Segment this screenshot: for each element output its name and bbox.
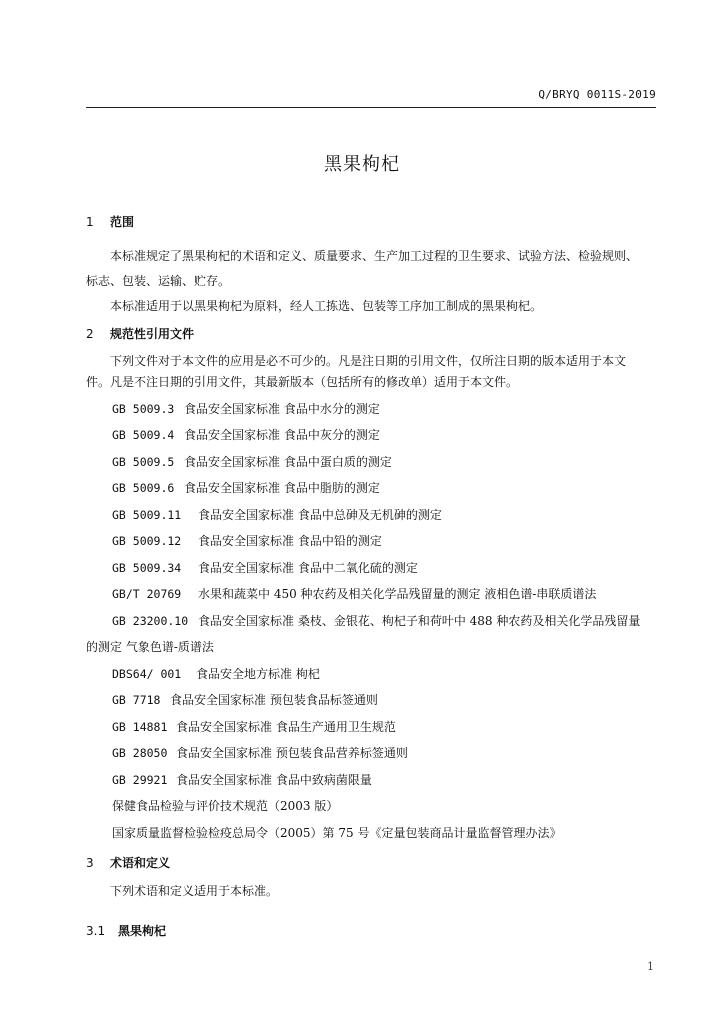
section-heading-3-1 (86, 922, 166, 939)
standard-code: Q/BRYQ 0011S-2019 (538, 88, 656, 101)
header-rule (86, 107, 656, 108)
reference-code: GB 5009.4 (112, 428, 175, 442)
reference-title: 食品安全国家标准 食品生产通用卫生规范 (176, 720, 396, 734)
section-title: 范围 (110, 215, 135, 229)
reference-code: GB/T 20769 (112, 587, 182, 601)
reference-title: 食品安全国家标准 食品中总砷及无机砷的测定 (198, 508, 442, 522)
reference-code: GB 7718 (112, 693, 161, 707)
reference-item (112, 612, 640, 629)
reference-item-continuation (86, 638, 214, 655)
reference-code: DBS64/ 001 (112, 667, 182, 681)
reference-title: 食品安全国家标准 食品中水分的测定 (184, 402, 380, 416)
paragraph-scope-line-2: 标志、包装、运输、贮存。 (86, 274, 231, 288)
reference-item (112, 559, 418, 576)
reference-code: GB 5009.12 (112, 534, 182, 548)
reference-title: 水果和蔬菜中 450 种农药及相关化学品残留量的测定 液相色谱-串联质谱法 (198, 587, 597, 601)
reference-code: GB 14881 (112, 720, 168, 734)
reference-title: 食品安全国家标准 食品中二氧化硫的测定 (198, 561, 418, 575)
reference-item (112, 691, 378, 708)
section-heading-1 (86, 213, 134, 230)
reference-title: 食品安全国家标准 食品中致病菌限量 (176, 773, 372, 787)
reference-title: 的测定 气象色谱-质谱法 (86, 640, 214, 654)
section-number: 3 (86, 856, 94, 870)
section-heading-2 (86, 325, 194, 342)
paragraph-applicability: 本标准适用于以黑果枸杞为原料，经人工拣选、包装等工序加工制成的黑果枸杞。 (110, 299, 543, 313)
reference-code: GB 28050 (112, 746, 168, 760)
reference-title: 食品安全国家标准 预包装食品营养标签通则 (176, 746, 408, 760)
reference-title: 食品安全国家标准 预包装食品标签通则 (170, 693, 378, 707)
reference-title: 食品安全国家标准 桑枝、金银花、枸杞子和荷叶中 488 种农药及相关化学品残留量 (198, 614, 641, 628)
reference-code: GB 5009.34 (112, 561, 182, 575)
reference-item (112, 453, 392, 470)
reference-title: 食品安全国家标准 食品中灰分的测定 (184, 428, 380, 442)
reference-code: GB 29921 (112, 773, 168, 787)
reference-item (112, 532, 382, 549)
section-title: 规范性引用文件 (110, 327, 195, 341)
reference-code: GB 5009.5 (112, 455, 175, 469)
document-title: 黑果枸杞 (324, 154, 400, 175)
section-heading-3 (86, 854, 170, 871)
paragraph-references-line-1: 下列文件对于本文件的应用是必不可少的。凡是注日期的引用文件，仅所注日期的版本适用于本文 (110, 354, 627, 368)
reference-item (112, 665, 320, 682)
reference-item (112, 506, 442, 523)
reference-item (112, 771, 372, 788)
reference-item (112, 824, 561, 841)
reference-title: 国家质量监督检验检疫总局令（2005）第 75 号《定量包装商品计量监督管理办法》 (112, 826, 562, 840)
reference-code: GB 23200.10 (112, 614, 189, 628)
reference-title: 保健食品检验与评价技术规范（2003 版） (112, 799, 339, 813)
section-title: 黑果枸杞 (118, 924, 167, 938)
reference-item (112, 426, 380, 443)
paragraph-terms: 下列术语和定义适用于本标准。 (110, 884, 279, 898)
reference-title: 食品安全地方标准 枸杞 (196, 667, 320, 681)
section-number: 1 (86, 215, 94, 229)
reference-item (112, 585, 596, 602)
reference-code: GB 5009.11 (112, 508, 182, 522)
paragraph-references-line-2: 件。凡是不注日期的引用文件，其最新版本（包括所有的修改单）适用于本文件。 (86, 375, 519, 389)
reference-item (112, 797, 338, 814)
reference-code: GB 5009.3 (112, 402, 175, 416)
reference-item (112, 718, 396, 735)
section-title: 术语和定义 (110, 856, 171, 870)
reference-item (112, 479, 380, 496)
reference-title: 食品安全国家标准 食品中铅的测定 (198, 534, 382, 548)
reference-title: 食品安全国家标准 食品中脂肪的测定 (184, 481, 380, 495)
section-number: 2 (86, 327, 94, 341)
reference-code: GB 5009.6 (112, 481, 175, 495)
paragraph-scope-line-1: 本标准规定了黑果枸杞的术语和定义、质量要求、生产加工过程的卫生要求、试验方法、检验规则、 (110, 249, 639, 263)
section-number: 3.1 (86, 924, 106, 938)
page-number: 1 (647, 960, 654, 973)
reference-item (112, 400, 380, 417)
reference-item (112, 744, 408, 761)
reference-title: 食品安全国家标准 食品中蛋白质的测定 (184, 455, 392, 469)
